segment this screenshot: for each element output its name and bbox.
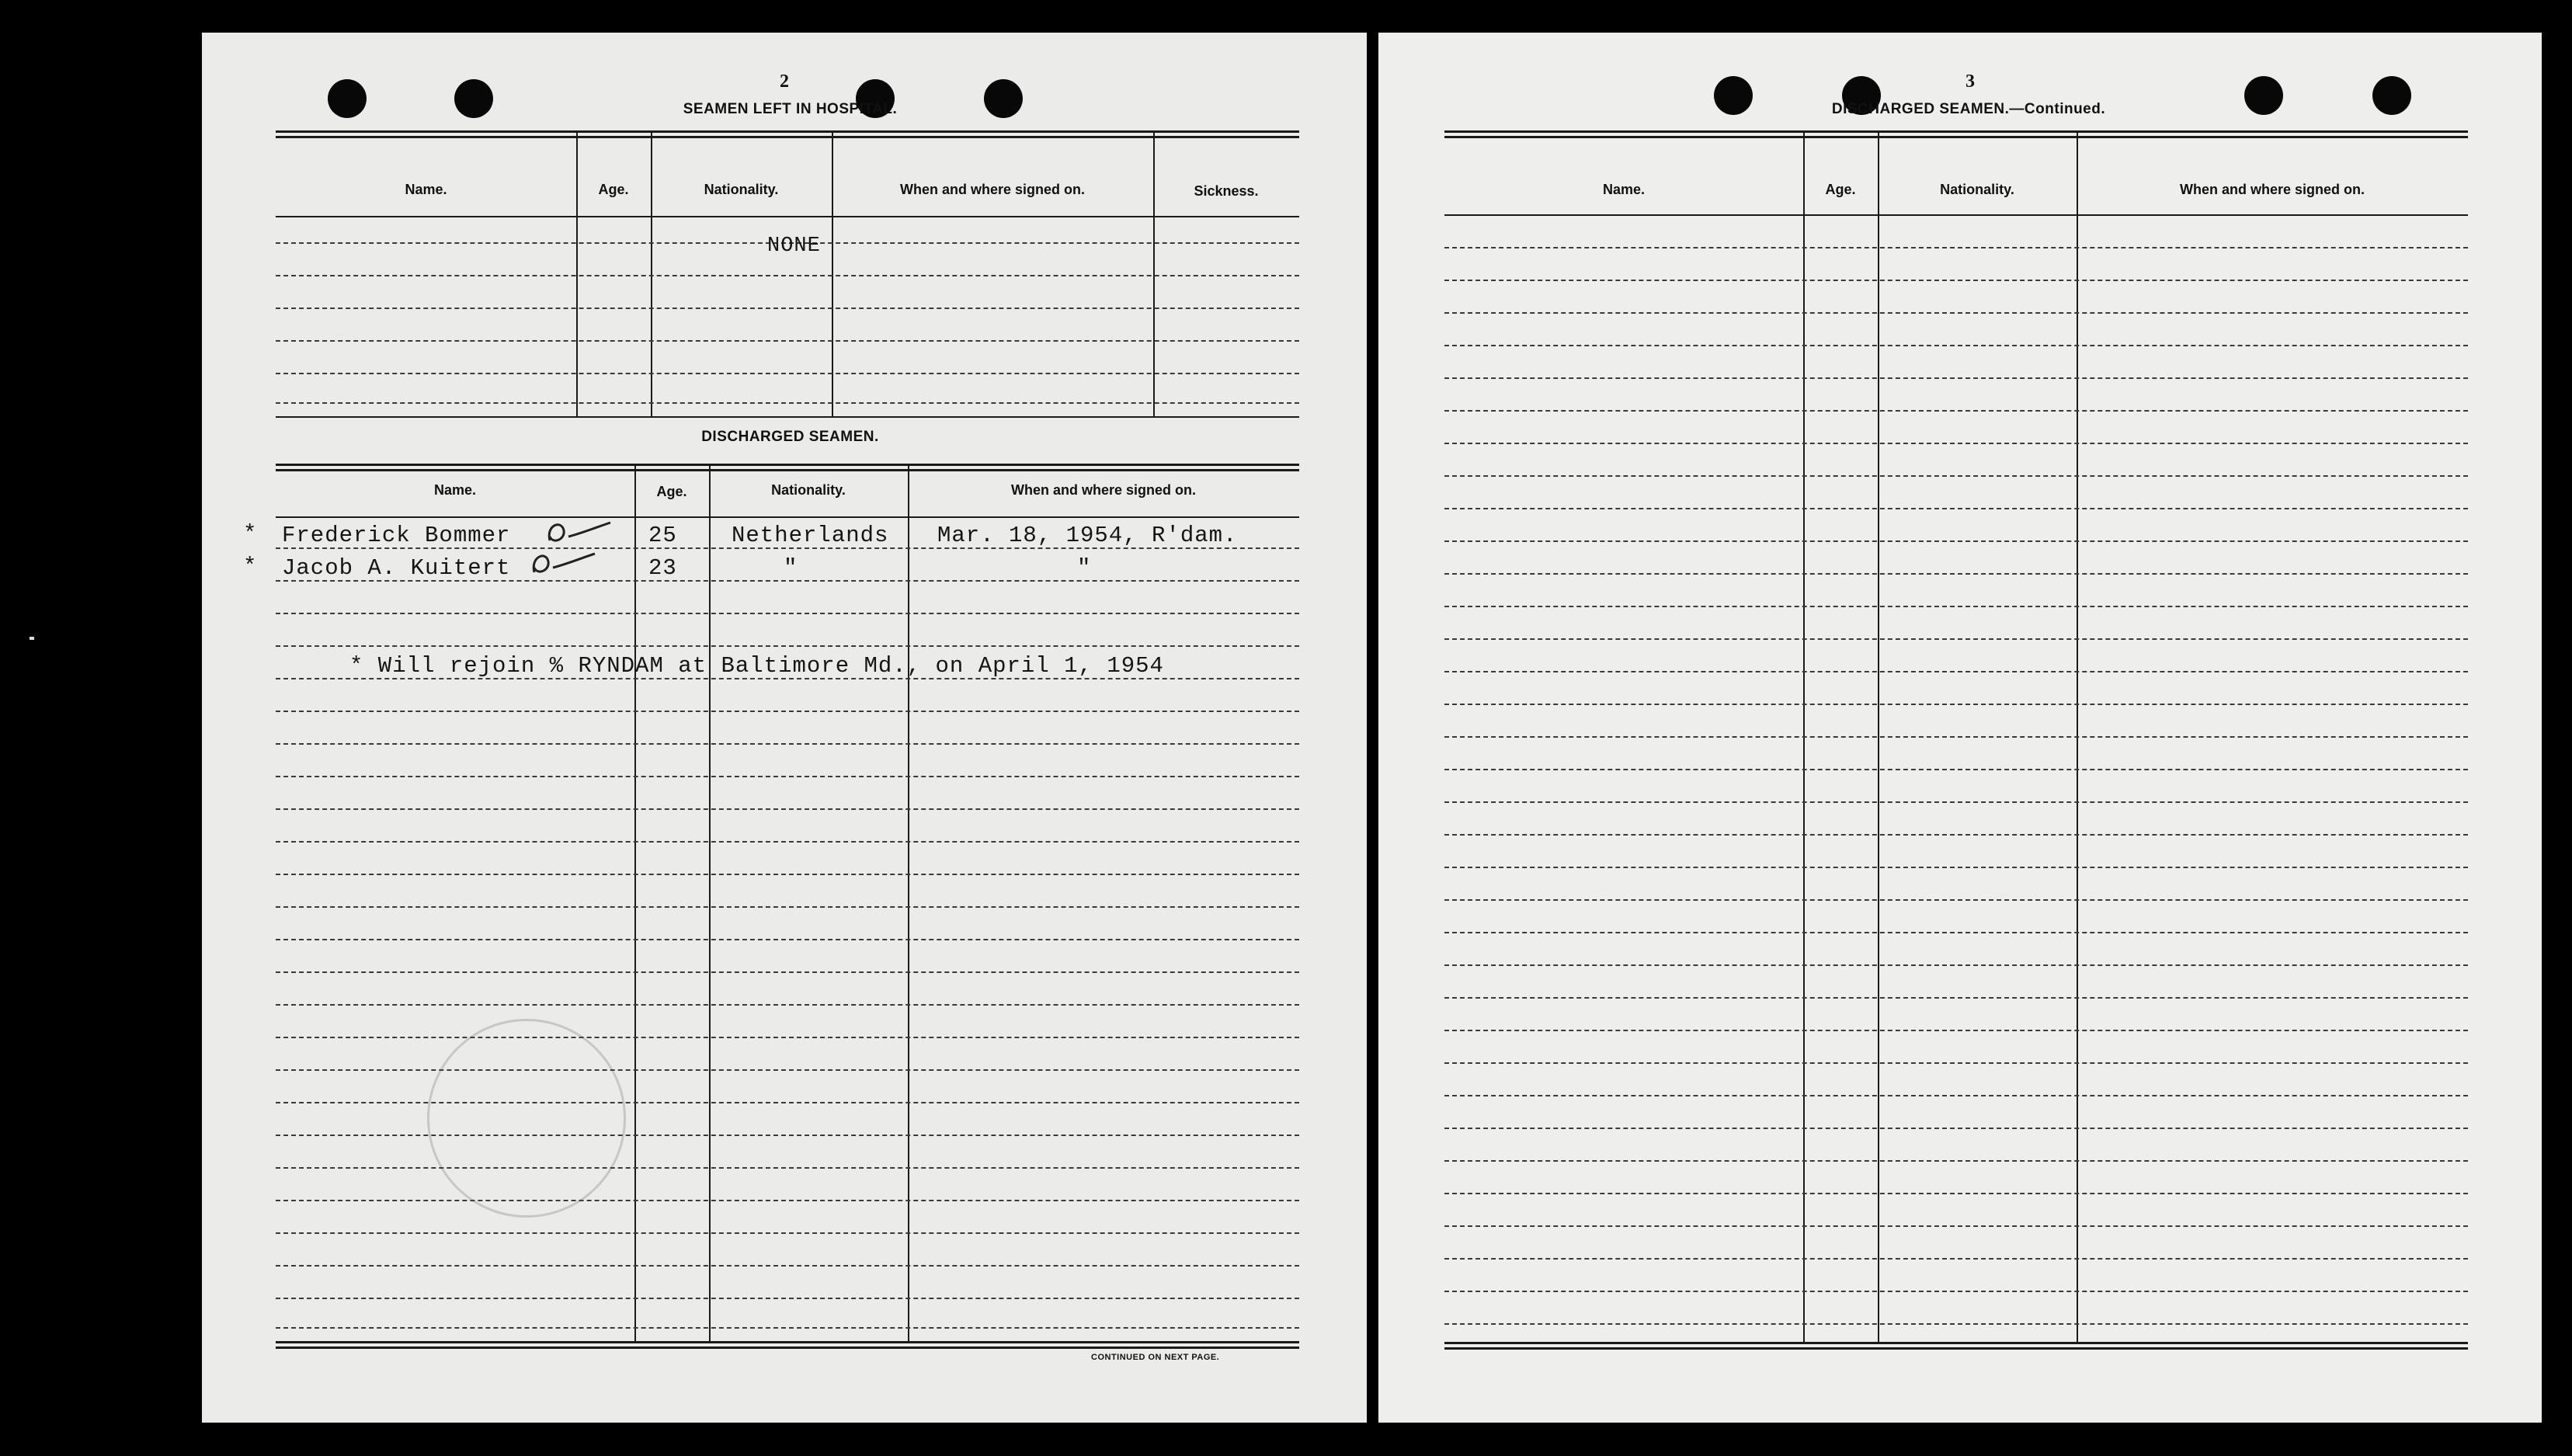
header-name: Name.: [1602, 182, 1646, 197]
header-age: Age.: [1825, 182, 1856, 197]
header-nationality: Nationality.: [1940, 182, 2014, 197]
header-age: Age.: [598, 182, 629, 197]
header-nationality: Nationality.: [771, 482, 846, 498]
seaman-signed-on: Mar. 18, 1954, R'dam.: [937, 523, 1238, 548]
punch-hole: [1714, 76, 1753, 115]
discharged-section-title: DISCHARGED SEAMEN.: [701, 429, 879, 445]
continued-section-title: DISCHARGED SEAMEN.—Continued.: [1831, 101, 2106, 117]
punch-hole: [2372, 76, 2411, 115]
rejoin-note: * Will rejoin % RYNDAM at Baltimore Md., on April 1, 1954: [349, 653, 1164, 679]
row-mark: *: [243, 521, 258, 547]
right-page: [1378, 33, 2542, 1423]
scan-speck: [30, 637, 34, 640]
left-page: [202, 33, 1367, 1423]
hospital-entry: NONE: [767, 235, 821, 258]
header-age: Age.: [656, 484, 687, 499]
discharged-continued-table: [1444, 130, 2468, 1350]
header-signed-on: When and where signed on.: [2179, 182, 2365, 197]
page-number: 2: [780, 71, 789, 92]
header-signed-on: When and where signed on.: [1010, 482, 1197, 498]
punch-hole: [2244, 76, 2283, 115]
seaman-name: Frederick Bommer: [282, 523, 511, 548]
header-nationality: Nationality.: [704, 182, 779, 197]
header-name: Name.: [405, 182, 447, 197]
faint-stamp: [427, 1019, 626, 1218]
header-sickness: Sickness.: [1194, 183, 1259, 199]
punch-hole: [328, 79, 367, 118]
seaman-nationality: ": [784, 555, 798, 581]
hospital-table: [276, 130, 1299, 418]
seaman-name: Jacob A. Kuitert: [282, 555, 511, 581]
punch-hole: [454, 79, 493, 118]
hospital-section-title: SEAMEN LEFT IN HOSPITAL.: [683, 101, 898, 117]
seaman-age: 23: [648, 555, 677, 581]
handwritten-initial-mark: [527, 543, 604, 582]
seaman-nationality: Netherlands: [732, 523, 889, 548]
row-mark: *: [243, 554, 258, 579]
seaman-signed-on: ": [1077, 555, 1092, 581]
continued-note: CONTINUED ON NEXT PAGE.: [1091, 1353, 1220, 1362]
header-signed-on: When and where signed on.: [899, 182, 1086, 197]
seaman-age: 25: [648, 523, 677, 548]
discharged-table: [243, 464, 1299, 1349]
page-number: 3: [1965, 71, 1975, 92]
header-name: Name.: [433, 482, 477, 498]
